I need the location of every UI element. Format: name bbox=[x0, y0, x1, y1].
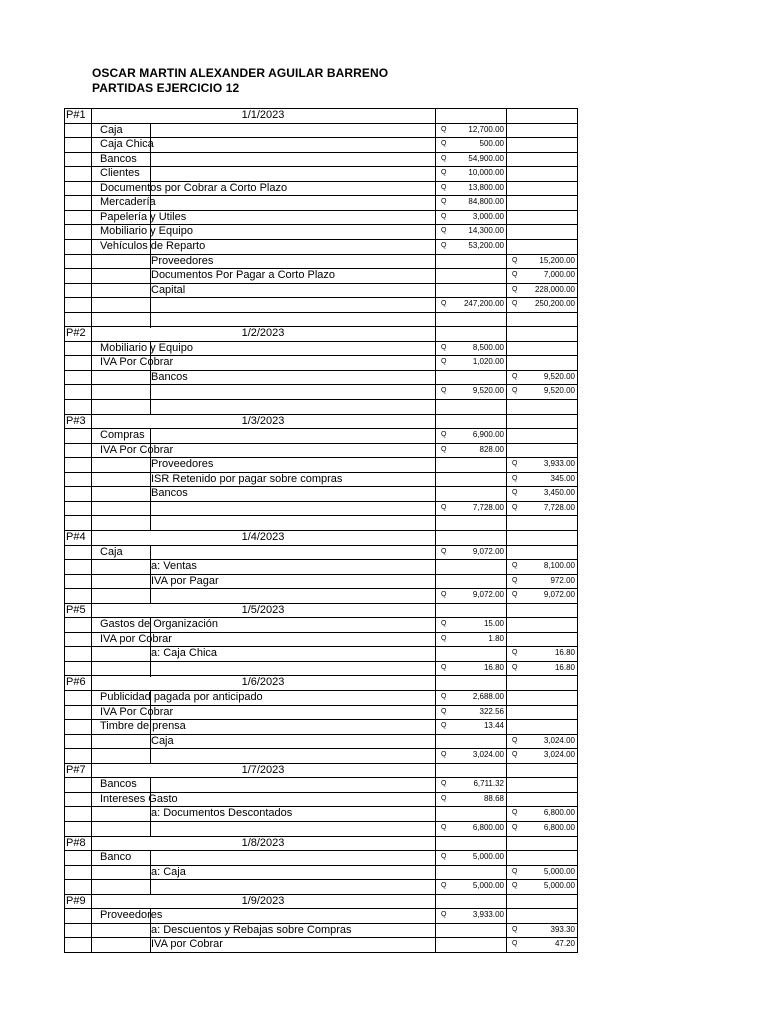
debit-account: Papelería y Utiles bbox=[100, 210, 187, 223]
credit-currency-symbol: Q bbox=[512, 256, 518, 264]
total-credit-currency-symbol: Q bbox=[512, 663, 518, 671]
credit-currency-symbol: Q bbox=[512, 649, 518, 657]
total-credit-amount: 7,728.00 bbox=[543, 502, 575, 512]
credit-account: a: Caja bbox=[151, 865, 186, 878]
account-column-border bbox=[150, 297, 151, 313]
entry-date: 1/4/2023 bbox=[241, 530, 285, 543]
row-border bbox=[64, 312, 578, 313]
row-border bbox=[64, 734, 578, 735]
total-credit-amount: 6,800.00 bbox=[543, 822, 575, 832]
debit-amount: 3,000.00 bbox=[472, 211, 504, 221]
debit-currency-symbol: Q bbox=[441, 431, 447, 439]
total-credit-currency-symbol: Q bbox=[512, 823, 518, 831]
debit-amount: 84,800.00 bbox=[468, 197, 504, 207]
total-debit-amount: 9,072.00 bbox=[472, 590, 504, 600]
entry-number: P#4 bbox=[66, 530, 86, 543]
debit-account: Caja bbox=[100, 123, 123, 136]
total-debit-amount: 5,000.00 bbox=[472, 881, 504, 891]
debit-currency-symbol: Q bbox=[441, 780, 447, 788]
credit-currency-symbol: Q bbox=[512, 460, 518, 468]
credit-account: Bancos bbox=[151, 487, 188, 500]
debit-account: IVA Por Cobrar bbox=[100, 443, 174, 456]
credit-currency-symbol: Q bbox=[512, 576, 518, 584]
credit-amount: 7,000.00 bbox=[543, 270, 575, 280]
row-border bbox=[64, 283, 578, 284]
credit-amount: 5,000.00 bbox=[543, 866, 575, 876]
entry-date: 1/7/2023 bbox=[241, 763, 285, 776]
row-border bbox=[64, 574, 578, 575]
row-border bbox=[64, 559, 578, 560]
total-debit-amount: 3,024.00 bbox=[472, 750, 504, 760]
credit-amount: 228,000.00 bbox=[534, 284, 575, 294]
total-debit-amount: 247,200.00 bbox=[463, 299, 504, 309]
credit-currency-symbol: Q bbox=[512, 925, 518, 933]
debit-account: Clientes bbox=[100, 167, 140, 180]
credit-account: a: Ventas bbox=[151, 560, 197, 573]
total-debit-amount: 9,520.00 bbox=[472, 386, 504, 396]
debit-amount: 13,800.00 bbox=[468, 182, 504, 192]
row-border bbox=[64, 399, 578, 400]
entry-number: P#5 bbox=[66, 603, 86, 616]
debit-account: Mercadería bbox=[100, 196, 156, 209]
account-column-border bbox=[150, 515, 151, 531]
entry-date: 1/5/2023 bbox=[241, 603, 285, 616]
column-border bbox=[435, 108, 436, 953]
total-credit-currency-symbol: Q bbox=[512, 882, 518, 890]
debit-amount: 12,700.00 bbox=[468, 124, 504, 134]
credit-account: ISR Retenido por pagar sobre compras bbox=[151, 472, 343, 485]
credit-account: IVA por Pagar bbox=[151, 574, 219, 587]
total-credit-currency-symbol: Q bbox=[512, 387, 518, 395]
debit-amount: 2,688.00 bbox=[472, 692, 504, 701]
debit-amount: 1.80 bbox=[488, 633, 504, 643]
total-debit-currency-symbol: Q bbox=[441, 823, 447, 831]
total-credit-amount: 5,000.00 bbox=[543, 881, 575, 891]
total-credit-currency-symbol: Q bbox=[512, 503, 518, 511]
debit-currency-symbol: Q bbox=[441, 547, 447, 555]
credit-currency-symbol: Q bbox=[512, 489, 518, 497]
debit-currency-symbol: Q bbox=[441, 343, 447, 351]
account-column-border bbox=[150, 588, 151, 604]
account-column-border bbox=[150, 384, 151, 400]
debit-amount: 14,300.00 bbox=[468, 226, 504, 236]
debit-account: Caja bbox=[100, 545, 123, 558]
credit-currency-symbol: Q bbox=[512, 867, 518, 875]
debit-account: Vehículos de Reparto bbox=[100, 239, 206, 252]
column-border bbox=[64, 108, 65, 953]
author-name: OSCAR MARTIN ALEXANDER AGUILAR BARRENO bbox=[92, 66, 389, 80]
debit-account: Documentos por Cobrar a Corto Plazo bbox=[100, 181, 288, 194]
debit-account: Mobiliario y Equipo bbox=[100, 341, 193, 354]
credit-account: Capital bbox=[151, 283, 186, 296]
credit-amount: 8,100.00 bbox=[543, 561, 575, 571]
total-debit-currency-symbol: Q bbox=[441, 387, 447, 395]
debit-account: IVA Por Cobrar bbox=[100, 705, 174, 718]
account-column-border bbox=[150, 166, 151, 182]
debit-currency-symbol: Q bbox=[441, 198, 447, 206]
credit-amount: 6,800.00 bbox=[543, 808, 575, 818]
credit-currency-symbol: Q bbox=[512, 285, 518, 293]
debit-account: Mobiliario y Equipo bbox=[100, 225, 193, 238]
debit-amount: 15.00 bbox=[483, 619, 504, 629]
entry-date: 1/6/2023 bbox=[241, 676, 285, 689]
credit-amount: 47.20 bbox=[554, 939, 575, 949]
credit-currency-symbol: Q bbox=[512, 736, 518, 744]
credit-amount: 972.00 bbox=[550, 575, 575, 585]
debit-amount: 3,933.00 bbox=[472, 910, 504, 920]
credit-currency-symbol: Q bbox=[512, 474, 518, 482]
total-debit-currency-symbol: Q bbox=[441, 503, 447, 511]
row-border bbox=[64, 865, 578, 866]
row-border bbox=[64, 457, 578, 458]
row-border bbox=[64, 370, 578, 371]
total-credit-currency-symbol: Q bbox=[512, 591, 518, 599]
credit-amount: 16.80 bbox=[554, 648, 575, 658]
debit-account: Timbre de prensa bbox=[100, 720, 186, 733]
debit-amount: 322.56 bbox=[479, 706, 504, 716]
debit-account: Caja Chica bbox=[100, 138, 154, 151]
debit-currency-symbol: Q bbox=[441, 140, 447, 148]
credit-amount: 3,024.00 bbox=[543, 735, 575, 745]
credit-amount: 9,520.00 bbox=[543, 371, 575, 381]
debit-currency-symbol: Q bbox=[441, 241, 447, 249]
debit-account: Bancos bbox=[100, 778, 137, 791]
entry-date: 1/3/2023 bbox=[241, 414, 285, 427]
debit-currency-symbol: Q bbox=[441, 445, 447, 453]
debit-amount: 9,072.00 bbox=[472, 546, 504, 556]
total-debit-currency-symbol: Q bbox=[441, 300, 447, 308]
debit-currency-symbol: Q bbox=[441, 154, 447, 162]
debit-amount: 828.00 bbox=[479, 444, 504, 454]
debit-amount: 8,500.00 bbox=[472, 342, 504, 352]
debit-amount: 54,900.00 bbox=[468, 153, 504, 163]
entry-number: P#6 bbox=[66, 676, 86, 689]
total-credit-amount: 250,200.00 bbox=[534, 299, 575, 309]
total-debit-amount: 7,728.00 bbox=[472, 502, 504, 512]
debit-currency-symbol: Q bbox=[441, 183, 447, 191]
document-header bbox=[92, 66, 388, 96]
credit-account: a: Descuentos y Rebajas sobre Compras bbox=[151, 923, 352, 936]
entry-date: 1/1/2023 bbox=[241, 109, 285, 121]
debit-amount: 6,900.00 bbox=[472, 430, 504, 440]
debit-currency-symbol: Q bbox=[441, 620, 447, 628]
credit-account: a: Caja Chica bbox=[151, 647, 218, 660]
debit-currency-symbol: Q bbox=[441, 794, 447, 802]
credit-account: Caja bbox=[151, 734, 174, 747]
account-column-border bbox=[150, 850, 151, 866]
document-subtitle: PARTIDAS EJERCICIO 12 bbox=[92, 81, 240, 95]
entry-date: 1/9/2023 bbox=[241, 894, 285, 907]
debit-currency-symbol: Q bbox=[441, 911, 447, 919]
credit-amount: 3,933.00 bbox=[543, 459, 575, 469]
total-credit-currency-symbol: Q bbox=[512, 751, 518, 759]
debit-currency-symbol: Q bbox=[441, 125, 447, 133]
debit-amount: 1,020.00 bbox=[472, 357, 504, 367]
total-debit-amount: 6,800.00 bbox=[472, 822, 504, 832]
debit-amount: 6,711.32 bbox=[473, 779, 504, 789]
column-border bbox=[506, 108, 507, 953]
total-debit-amount: 16.80 bbox=[483, 662, 504, 672]
credit-account: a: Documentos Descontados bbox=[151, 807, 293, 820]
debit-amount: 10,000.00 bbox=[468, 168, 504, 178]
entry-date: 1/2/2023 bbox=[241, 327, 285, 340]
credit-account: Documentos Por Pagar a Corto Plazo bbox=[151, 269, 336, 282]
debit-account: Bancos bbox=[100, 152, 137, 165]
account-column-border bbox=[150, 879, 151, 895]
column-border bbox=[577, 108, 578, 953]
credit-amount: 3,450.00 bbox=[543, 488, 575, 498]
entry-date: 1/8/2023 bbox=[241, 836, 285, 849]
entry-number: P#2 bbox=[66, 327, 86, 340]
debit-amount: 53,200.00 bbox=[468, 240, 504, 250]
debit-account: IVA por Cobrar bbox=[100, 632, 172, 645]
debit-account: Publicidad pagada por anticipado bbox=[100, 691, 263, 703]
entry-number: P#1 bbox=[66, 109, 86, 121]
credit-account: Proveedores bbox=[151, 254, 214, 267]
credit-account: IVA por Cobrar bbox=[151, 938, 223, 951]
total-credit-amount: 3,024.00 bbox=[543, 750, 575, 760]
entry-number: P#3 bbox=[66, 414, 86, 427]
credit-currency-symbol: Q bbox=[512, 372, 518, 380]
row-border bbox=[64, 254, 578, 255]
credit-currency-symbol: Q bbox=[512, 940, 518, 948]
debit-currency-symbol: Q bbox=[441, 707, 447, 715]
account-column-border bbox=[150, 748, 151, 764]
debit-currency-symbol: Q bbox=[441, 853, 447, 861]
credit-amount: 393.30 bbox=[550, 924, 575, 934]
credit-currency-symbol: Q bbox=[512, 271, 518, 279]
row-border bbox=[64, 952, 578, 953]
debit-account: Intereses Gasto bbox=[100, 792, 178, 805]
credit-account: Proveedores bbox=[151, 458, 214, 471]
debit-currency-symbol: Q bbox=[441, 693, 447, 700]
credit-account: Bancos bbox=[151, 370, 188, 383]
total-credit-amount: 16.80 bbox=[554, 662, 575, 672]
debit-account: Compras bbox=[100, 429, 145, 442]
credit-amount: 15,200.00 bbox=[539, 255, 575, 265]
account-column-border bbox=[150, 777, 151, 793]
credit-currency-symbol: Q bbox=[512, 809, 518, 817]
debit-currency-symbol: Q bbox=[441, 212, 447, 220]
account-column-border bbox=[150, 428, 151, 444]
debit-account: Banco bbox=[100, 851, 132, 864]
entry-number: P#7 bbox=[66, 763, 86, 776]
total-credit-amount: 9,520.00 bbox=[543, 386, 575, 396]
total-credit-currency-symbol: Q bbox=[512, 300, 518, 308]
debit-account: Gastos de Organización bbox=[100, 618, 219, 631]
entry-number: P#8 bbox=[66, 836, 86, 849]
total-debit-currency-symbol: Q bbox=[441, 591, 447, 599]
credit-amount: 345.00 bbox=[550, 473, 575, 483]
credit-currency-symbol: Q bbox=[512, 562, 518, 570]
debit-currency-symbol: Q bbox=[441, 722, 447, 730]
debit-account: IVA Por Cobrar bbox=[100, 356, 174, 369]
debit-amount: 5,000.00 bbox=[472, 852, 504, 862]
debit-amount: 88.68 bbox=[483, 793, 504, 803]
debit-amount: 13.44 bbox=[483, 721, 504, 731]
total-debit-currency-symbol: Q bbox=[441, 751, 447, 759]
total-debit-currency-symbol: Q bbox=[441, 882, 447, 890]
debit-currency-symbol: Q bbox=[441, 358, 447, 366]
debit-currency-symbol: Q bbox=[441, 227, 447, 235]
total-credit-amount: 9,072.00 bbox=[543, 590, 575, 600]
debit-currency-symbol: Q bbox=[441, 169, 447, 177]
total-debit-currency-symbol: Q bbox=[441, 663, 447, 671]
journal-entries-sheet bbox=[64, 108, 577, 952]
debit-currency-symbol: Q bbox=[441, 634, 447, 642]
entry-number: P#9 bbox=[66, 894, 86, 907]
debit-amount: 500.00 bbox=[479, 139, 504, 149]
debit-account: Proveedores bbox=[100, 909, 163, 922]
